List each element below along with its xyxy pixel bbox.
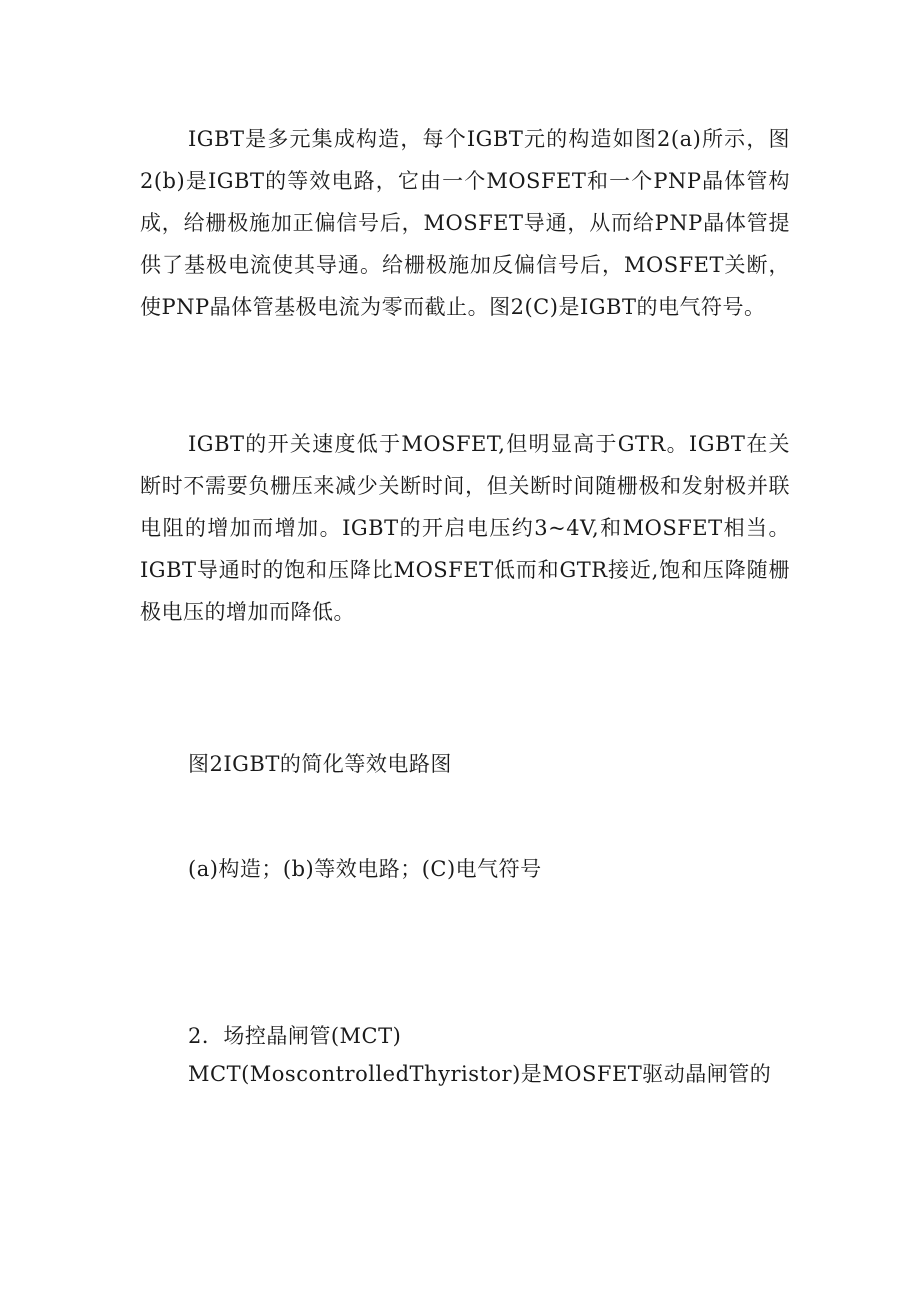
section-heading: 2．场控晶闸管(MCT) xyxy=(188,1024,402,1048)
section-body: MCT(MoscontrolledThyristor)是MOSFET驱动晶闸管的 xyxy=(188,1062,772,1086)
paragraph-igbt-structure: IGBT是多元集成构造，每个IGBT元的构造如图2(a)所示，图2(b)是IGBT的等效电路，它由一个MOSFET和一个PNP晶体管构成，给栅极施加正偏信号后，MOSFET导通，从而给PNP晶体管提供了基极电流使其导通。给栅极施加反偏信号后，MOSFET关断，使PNP晶体管基极电流为零而截止。图2(C)是IGBT的电气符号。 xyxy=(140,127,790,319)
figure-title: 图2IGBT的简化等效电路图 xyxy=(188,752,452,776)
figure-caption: (a)构造；(b)等效电路；(C)电气符号 xyxy=(188,857,542,881)
paragraph-igbt-characteristics: IGBT的开关速度低于MOSFET,但明显高于GTR。IGBT在关断时不需要负栅压来减少关断时间，但关断时间随栅极和发射极并联电阻的增加而增加。IGBT的开启电压约3~4V,和MOSFET相当。IGBT导通时的饱和压降比MOSFET低而和GTR接近,饱和压降随栅极电压的增加而降低。 xyxy=(140,432,790,624)
